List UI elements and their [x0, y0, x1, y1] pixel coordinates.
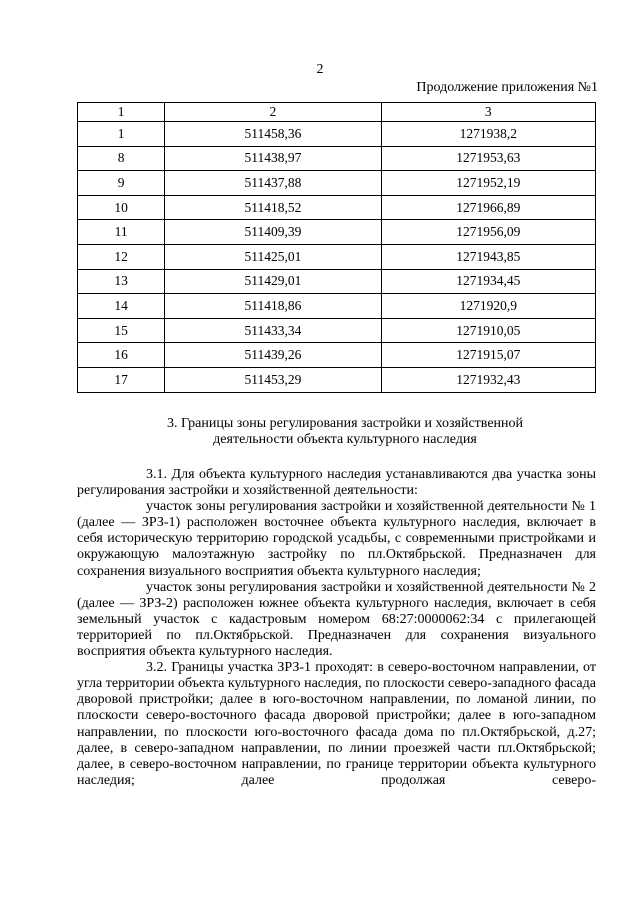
- coordinates-table: [77, 102, 596, 393]
- table-cell: 511453,29: [165, 367, 381, 392]
- paragraph-zrz-1: участок зоны регулирования застройки и хозяйственной деятельности № 1 (далее — ЗРЗ-1) расположен восточнее объекта культурного наследия, включает в себя историческую территорию городской усадьбы, с современными пристройками и окружающую малоэтажную застройку по пл.Октябрьской. Предназначен для сохранения визуального восприятия объекта культурного наследия;: [77, 499, 596, 579]
- table-cell: 1271952,19: [381, 171, 595, 196]
- table-cell: 12: [78, 244, 165, 269]
- table-cell: 1271938,2: [381, 122, 595, 147]
- paragraph-zrz-2: участок зоны регулирования застройки и хозяйственной деятельности № 2 (далее — ЗРЗ-2) расположен южнее объекта культурного наследия, включает в себя земельный участок с кадастровым номером 68:27:0000062:34 с прилегающей территорией по пл.Октябрьской. Предназначен для сохранения визуального восприятия объекта культурного наследия.: [77, 579, 596, 660]
- table-cell: 17: [78, 367, 165, 392]
- table-cell: 511418,52: [165, 195, 381, 220]
- table-cell: 511438,97: [165, 146, 381, 171]
- table-cell: 16: [78, 343, 165, 368]
- paragraph-3-2: 3.2. Границы участка ЗРЗ-1 проходят: в северо-восточном направлении, от угла территории объекта культурного наследия, по плоскости северо-западного фасада дворовой пристройки; далее в юго-восточном направлении, по ломаной линии, по плоскости северо-восточного фасада дворовой пристройки; далее в юго-западном направлении, по плоскости юго-восточного фасада дома по пл.Октябрьской, д.27; далее, в северо-западном направлении, по линии проезжей части пл.Октябрьской; далее, в северо-восточном направлении, по границе территории объекта культурного наследия; далее продолжая северо-: [77, 660, 596, 788]
- table-cell: 511418,86: [165, 294, 381, 319]
- table-row: [78, 367, 596, 392]
- table-row: [78, 318, 596, 343]
- table-cell: 1271920,9: [381, 294, 595, 319]
- table-cell: 511409,39: [165, 220, 381, 245]
- table-cell: 9: [78, 171, 165, 196]
- table-cell: 13: [78, 269, 165, 294]
- column-header-3: 3: [381, 103, 595, 122]
- section-heading-line-2: деятельности объекта культурного наследия: [213, 432, 477, 447]
- table-row: [78, 343, 596, 368]
- table-row: [78, 171, 596, 196]
- table-row: [78, 244, 596, 269]
- table-cell: 511433,34: [165, 318, 381, 343]
- table-cell: 1271910,05: [381, 318, 595, 343]
- table-cell: 1271943,85: [381, 244, 595, 269]
- table-cell: 1271915,07: [381, 343, 595, 368]
- section-heading-line-1: 3. Границы зоны регулирования застройки и хозяйственной: [166, 416, 524, 431]
- page-number: 2: [316, 62, 324, 77]
- table-header-row: [78, 103, 596, 122]
- coordinates-table-body: [78, 122, 596, 393]
- table-cell: 511458,36: [165, 122, 381, 147]
- paragraph-3-1: 3.1. Для объекта культурного наследия устанавливаются два участка зоны регулирования застройки и хозяйственной деятельности:: [77, 467, 596, 499]
- section-body: [77, 467, 596, 789]
- table-row: [78, 195, 596, 220]
- table-row: [78, 269, 596, 294]
- table-cell: 1271934,45: [381, 269, 595, 294]
- table-row: [78, 220, 596, 245]
- column-header-2: 2: [165, 103, 381, 122]
- table-cell: 1271932,43: [381, 367, 595, 392]
- appendix-continuation-label: Продолжение приложения №1: [416, 80, 598, 95]
- table-cell: 15: [78, 318, 165, 343]
- table-cell: 1271966,89: [381, 195, 595, 220]
- table-cell: 1271956,09: [381, 220, 595, 245]
- table-row: [78, 122, 596, 147]
- table-cell: 8: [78, 146, 165, 171]
- table-cell: 511439,26: [165, 343, 381, 368]
- table-cell: 511437,88: [165, 171, 381, 196]
- table-row: [78, 146, 596, 171]
- table-cell: 511425,01: [165, 244, 381, 269]
- table-cell: 511429,01: [165, 269, 381, 294]
- column-header-1: 1: [78, 103, 165, 122]
- table-cell: 11: [78, 220, 165, 245]
- table-row: [78, 294, 596, 319]
- section-heading: [90, 416, 600, 448]
- table-cell: 14: [78, 294, 165, 319]
- table-cell: 1: [78, 122, 165, 147]
- table-cell: 10: [78, 195, 165, 220]
- table-cell: 1271953,63: [381, 146, 595, 171]
